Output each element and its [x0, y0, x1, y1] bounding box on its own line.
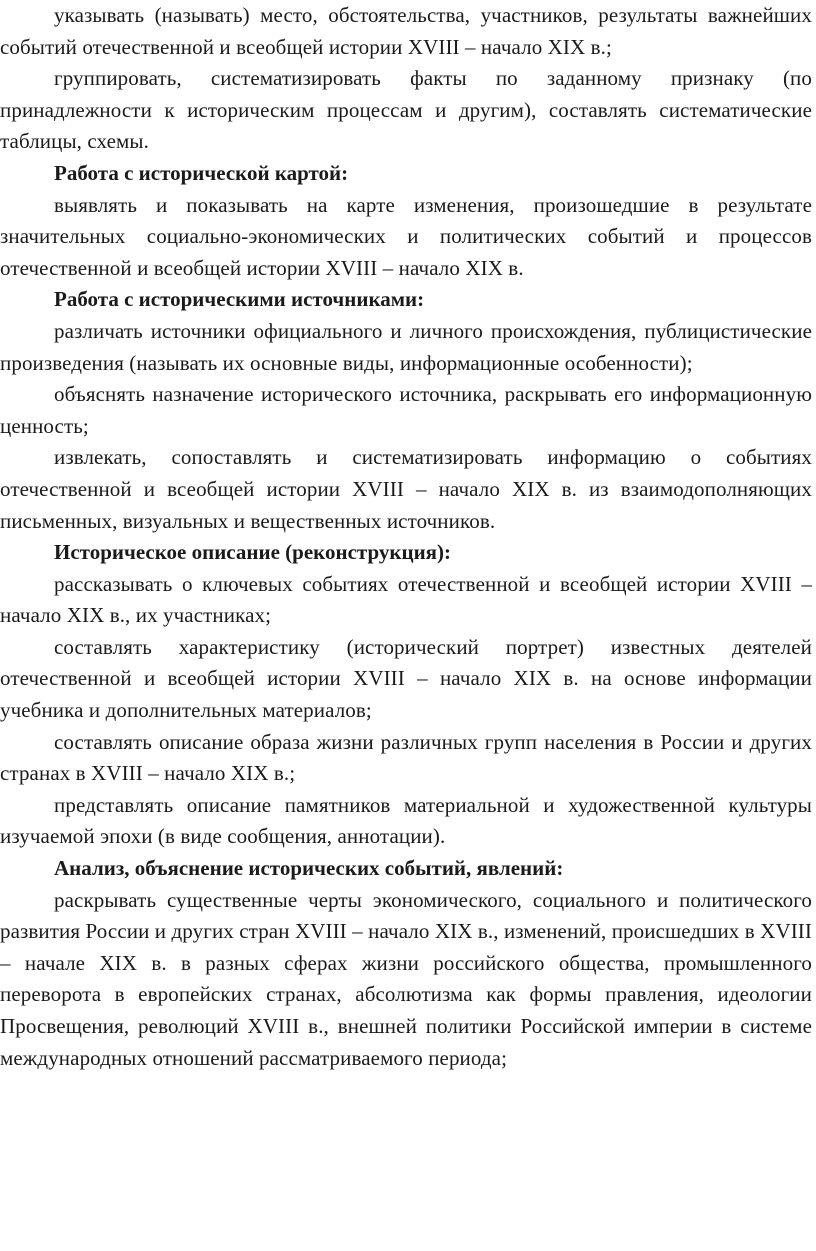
- heading-historical-map: Работа с исторической картой:: [54, 160, 349, 185]
- paragraph-portrait: составлять характеристику (исторический портрет) известных деятелей отечественной и всеобщей истории XVIII – начало XIX в. на основе информации учебника и дополнительных материалов;: [0, 634, 812, 723]
- paragraph-map-changes: выявлять и показывать на карте изменения, произошедшие в результате значительных социально-экономических и политических событий и процессов отечественной и всеобщей истории XVIII – начало XIX в.: [0, 192, 812, 280]
- paragraph-explain-source: объяснять назначение исторического источника, раскрывать его информационную ценность;: [0, 382, 812, 438]
- paragraph-essential-features: раскрывать существенные черты экономического, социального и политического развития России и других стран XVIII – начало XIX в., изменений, происшедших в XVIII – начале XIX в. в разных сферах жизни российского общества, промышленного переворота в европейских странах, абсолютизма как формы правления, идеологии Просвещения, революций XVIII в., внешней политики Российской империи в системе международных отношений рассматриваемого периода;: [0, 887, 812, 1070]
- paragraph-group-facts: группировать, систематизировать факты по заданному признаку (по принадлежности к историческим процессам и другим), составлять систематические таблицы, схемы.: [0, 66, 812, 154]
- heading-analysis: Анализ, объяснение исторических событий, явлений:: [54, 856, 564, 881]
- paragraph-tell-events: рассказывать о ключевых событиях отечественной и всеобщей истории XVIII – начало XIX в., их участниках;: [0, 571, 812, 628]
- paragraph-distinguish-sources: различать источники официального и личного происхождения, публицистические произведения (называть их основные виды, информационные особенности);: [0, 318, 812, 375]
- paragraph-way-of-life: составлять описание образа жизни различных групп населения в России и других странах в XVIII – начало XIX в.;: [0, 729, 812, 786]
- paragraph-monuments: представлять описание памятников материальной и художественной культуры изучаемой эпохи (в виде сообщения, аннотации).: [0, 792, 812, 849]
- paragraph-name-events: указывать (называть) место, обстоятельства, участников, результаты важнейших событий отечественной и всеобщей истории XVIII – начало XIX в.;: [0, 3, 812, 59]
- heading-historical-description: Историческое описание (реконструкция):: [54, 540, 452, 565]
- paragraph-extract-information: извлекать, сопоставлять и систематизировать информацию о событиях отечественной и всеобщей истории XVIII – начало XIX в. из взаимодополняющих письменных, визуальных и вещественных источников.: [0, 445, 812, 533]
- heading-historical-sources: Работа с историческими источниками:: [54, 287, 425, 312]
